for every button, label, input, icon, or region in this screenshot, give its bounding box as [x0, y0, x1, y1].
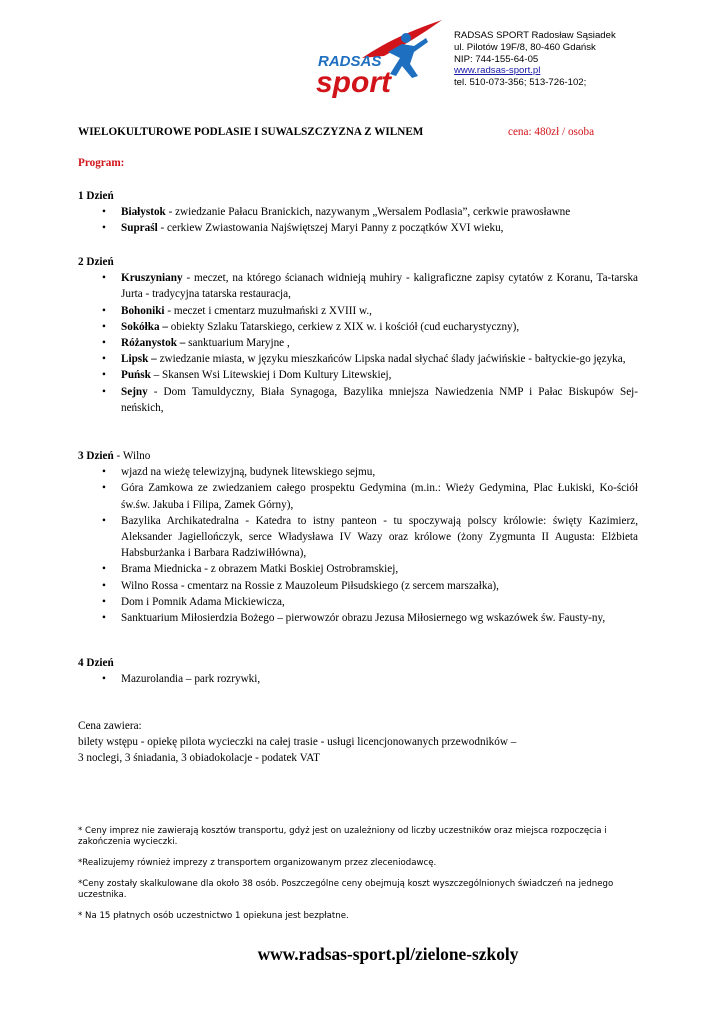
list-item: • Góra Zamkowa ze zwiedzaniem całego prospektu Gedymina (m.in.: Wieży Gedymina, Plac Łukiski, Ko-ściół św.św. Jakuba i Filipa, Zamek Górny), [78, 480, 638, 512]
company-address: ul. Pilotów 19F/8, 80-460 Gdańsk [454, 41, 596, 53]
list-item: • Puńsk – Skansen Wsi Litewskiej i Dom Kultury Litewskiej, [78, 367, 638, 383]
list-item: • Bazylika Archikatedralna - Katedra to istny panteon - tu spoczywają polscy królowie: święty Kazimierz, Aleksander Jagiellończyk, serce Władysława IV Wazy oraz królowe (żony Zygmunta II Augusta: Elżbieta Habsburżanka i Barbara Radziwiłłówna), [78, 513, 638, 562]
list-item: • Kruszyniany - meczet, na którego ścianach widnieją muhiry - kaligraficzne zapisy cytatów z Koranu, Ta-tarska Jurta - tradycyjna tatarska restauracja, [78, 270, 638, 302]
list-item: • wjazd na wieżę telewizyjną, budynek litewskiego sejmu, [78, 464, 638, 480]
list-item: • Sejny - Dom Tamuldyczny, Biała Synagoga, Bazylika mniejsza Nawiedzenia NMP i Pałac Biskupów Sej-neńskich, [78, 384, 638, 416]
footnotes [78, 826, 638, 932]
company-phone: tel. 510-073-356; 513-726-102; [454, 77, 587, 89]
company-nip: NIP: 744-155-64-05 [454, 53, 539, 65]
day-3-heading [78, 448, 638, 464]
price-includes-label: Cena zawiera: [78, 720, 142, 732]
company-name: RADSAS SPORT Radosław Sąsiadek [454, 30, 616, 41]
list-item: • Bohoniki - meczet i cmentarz muzułmański z XVIII w., [78, 303, 638, 319]
day-1-list [78, 204, 638, 236]
list-item: • Brama Miednicka - z obrazem Matki Boskiej Ostrobramskiej, [78, 561, 638, 577]
list-item: • Sanktuarium Miłosierdzia Bożego – pierwowzór obrazu Jezusa Miłosiernego wg wskazówek św. Fausty-ny, [78, 610, 638, 626]
list-item: • Mazurolandia – park rozrywki, [78, 671, 638, 687]
footnote: *Ceny zostały skalkulowane dla około 38 osób. Poszczególne ceny obejmują koszt wyszczególnionych świadczeń na jednego uczestnika. [78, 878, 614, 901]
list-item: • Białystok - zwiedzanie Pałacu Branickich, nazywanym „Wersalem Podlasia”, cerkwie prawosławne [78, 204, 638, 220]
day-3-subtitle: - Wilno [113, 450, 151, 462]
trip-title-row [78, 126, 658, 138]
list-item: • Dom i Pomnik Adama Mickiewicza, [78, 594, 638, 610]
logo-text-sport: sport [316, 66, 391, 99]
radsas-sport-logo [314, 18, 446, 102]
day-3-section [78, 448, 638, 626]
day-1-title: 1 Dzień [78, 190, 114, 202]
footer-url: www.radsas-sport.pl/zielone-szkoly [257, 944, 519, 964]
day-3-list [78, 464, 638, 626]
list-item: • Sokółka – obiekty Szlaku Tatarskiego, cerkiew z XIX w. i kościół (cud eucharystyczny), [78, 319, 638, 335]
footnote: * Na 15 płatnych osób uczestnictwo 1 opiekuna jest bezpłatne. [78, 910, 349, 921]
day-4-title: 4 Dzień [78, 657, 114, 669]
list-item: • Wilno Rossa - cmentarz na Rossie z Mauzoleum Piłsudskiego (z sercem marszałka), [78, 578, 638, 594]
day-4-list [78, 671, 638, 687]
program-heading: Program: [78, 157, 125, 169]
footnote: * Ceny imprez nie zawierają kosztów transportu, gdyż jest on uzależniony od liczby uczestników oraz miejsca rozpoczęcia i zakończenia wycieczki. [78, 826, 607, 848]
day-2-title: 2 Dzień [78, 256, 114, 268]
logo-text-radsas: RADSAS [318, 53, 382, 70]
day-4-section [78, 655, 638, 687]
price-includes [78, 718, 638, 767]
day-3-title: 3 Dzień [78, 450, 114, 462]
price-includes-line-2: 3 noclegi, 3 śniadania, 3 obiadokolacje - podatek VAT [78, 752, 320, 765]
company-website-link[interactable]: www.radsas-sport.pl [454, 65, 541, 77]
footnote: *Realizujemy również imprezy z transportem organizowanym przez zleceniodawcę. [78, 858, 437, 869]
list-item: • Supraśl - cerkiew Zwiastowania Najświętszej Maryi Panny z początków XVI wieku, [78, 220, 638, 236]
trip-price: cena: 480zł / osoba [508, 126, 595, 138]
list-item: • Lipsk – zwiedzanie miasta, w języku mieszkańców Lipska nadal słychać ślady jaćwińskie - bałtyckie-go języka, [78, 351, 638, 367]
day-1-section [78, 188, 638, 237]
day-2-list [78, 270, 638, 416]
price-includes-line-1: bilety wstępu - opiekę pilota wycieczki na całej trasie - usługi licencjonowanych przewodników – [78, 736, 517, 749]
day-2-section [78, 254, 638, 416]
company-info [454, 30, 616, 89]
list-item: • Różanystok – sanktuarium Maryjne , [78, 335, 638, 351]
trip-title: WIELOKULTUROWE PODLASIE I SUWALSZCZYZNA Z WILNEM [78, 126, 424, 138]
